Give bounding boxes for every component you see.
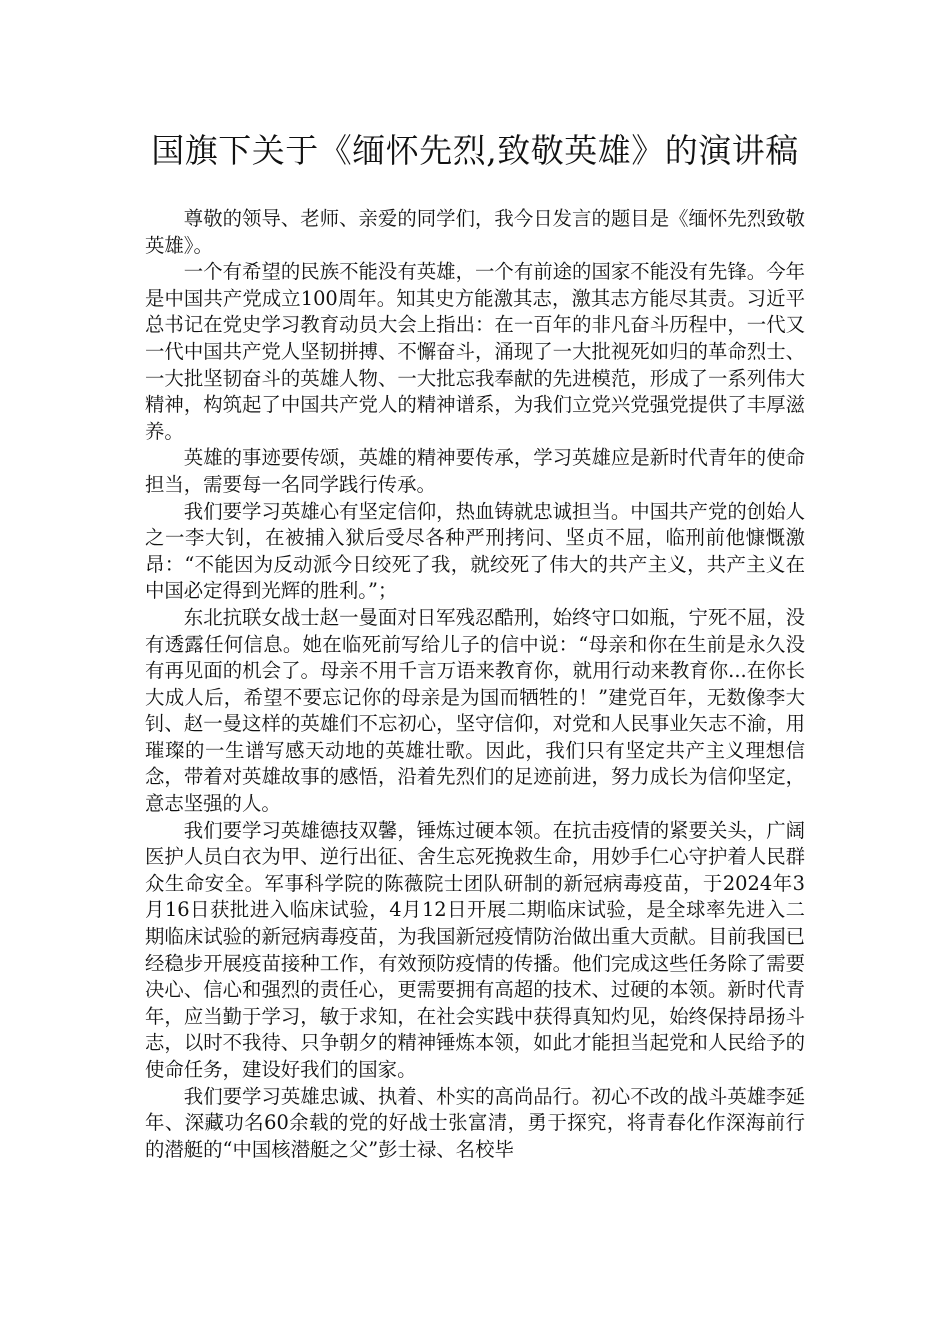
paragraph-inheritance: 英雄的事迹要传颂，英雄的精神要传承，学习英雄应是新时代青年的使命担当，需要每一名同学践行传承。 [145,446,805,496]
document-page [145,128,805,1163]
paragraph-zhao-yiman: 东北抗联女战士赵一曼面对日军残忍酷刑，始终守口如瓶，宁死不屈，没有透露任何信息。她在临死前写给儿子的信中说：“母亲和你在生前是永久没有再见面的机会了。母亲不用千言万语来教育你，就用行动来教育你...在你长大成人后，希望不要忘记你的母亲是为国而牺牲的！”建党百年，无数像李大钊、赵一曼这样的英雄们不忘初心，坚守信仰，对党和人民事业矢志不渝，用璀璨的一生谱写感天动地的英雄壮歌。因此，我们只有坚定共产主义理想信念，带着对英雄故事的感悟，沿着先烈们的足迹前进，努力成长为信仰坚定，意志坚强的人。 [145,605,805,816]
document-body [145,206,805,1163]
paragraph-li-dazhao: 我们要学习英雄心有坚定信仰，热血铸就忠诚担当。中国共产党的创始人之一李大钊，在被捕入狱后受尽各种严刑拷问、坚贞不屈，临刑前他慷慨激昂：“不能因为反动派今日绞死了我，就绞死了伟大的共产主义，共产主义在中国必定得到光辉的胜利。”； [145,499,805,603]
document-title: 国旗下关于《缅怀先烈,致敬英雄》的演讲稿 [151,131,799,170]
paragraph-skills: 我们要学习英雄德技双馨，锤炼过硬本领。在抗击疫情的紧要关头，广阔医护人员白衣为甲、逆行出征、舍生忘死挽救生命，用妙手仁心守护着人民群众生命安全。军事科学院的陈薇院士团队研制的新冠病毒疫苗，于2024年3月16日获批进入临床试验，4月12日开展二期临床试验，是全球率先进入二期临床试验的新冠病毒疫苗，为我国新冠疫情防治做出重大贡献。目前我国已经稳步开展疫苗接种工作，有效预防疫情的传播。他们完成这些任务除了需要决心、信心和强烈的责任心，更需要拥有高超的技术、过硬的本领。新时代青年，应当勤于学习，敏于求知，在社会实践中获得真知灼见，始终保持昂扬斗志，以时不我待、只争朝夕的精神锤炼本领，如此才能担当起党和人民给予的使命任务，建设好我们的国家。 [145,818,805,1081]
paragraph-greeting: 尊敬的领导、老师、亲爱的同学们，我今日发言的题目是《缅怀先烈致敬英雄》。 [145,207,805,257]
paragraph-virtues: 我们要学习英雄忠诚、执着、朴实的高尚品行。初心不改的战斗英雄李延年、深藏功名60余载的党的好战士张富清，勇于探究，将青春化作深海前行的潜艇的“中国核潜艇之父”彭士禄、名校毕 [145,1084,805,1161]
paragraph-heroes-intro: 一个有希望的民族不能没有英雄，一个有前途的国家不能没有先锋。今年是中国共产党成立100周年。知其史方能激其志，激其志方能尽其责。习近平总书记在党史学习教育动员大会上指出：在一百年的非凡奋斗历程中，一代又一代中国共产党人坚韧拼搏、不懈奋斗，涌现了一大批视死如归的革命烈士、一大批坚韧奋斗的英雄人物、一大批忘我奉献的先进模范，形成了一系列伟大精神，构筑起了中国共产党人的精神谱系，为我们立党兴党强党提供了丰厚滋养。 [145,260,805,443]
